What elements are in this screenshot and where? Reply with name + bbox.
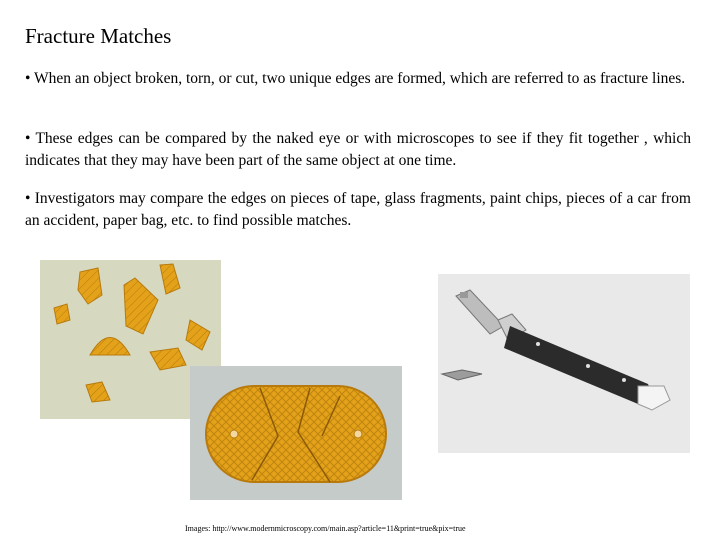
knife-photo	[438, 274, 690, 453]
slide-title: Fracture Matches	[25, 24, 172, 48]
bullet-paragraph-1: • When an object broken, torn, or cut, two unique edges are formed, which are referred to as fracture lines.	[25, 70, 686, 87]
bullet-paragraph-3: • Investigators may compare the edges on pieces of tape, glass fragments, paint chips, pieces of a car from an accident, paper bag, etc. to find possible matches.	[25, 190, 691, 229]
bullet-paragraph-2: • These edges can be compared by the naked eye or with microscopes to see if they fit together , which indicates that they may have been part of the same object at one time.	[25, 130, 691, 169]
image-credit: Images: http://www.modernmicroscopy.com/main.asp?article=11&print=true&pix=true	[185, 524, 466, 533]
reflector-photo	[190, 366, 402, 500]
